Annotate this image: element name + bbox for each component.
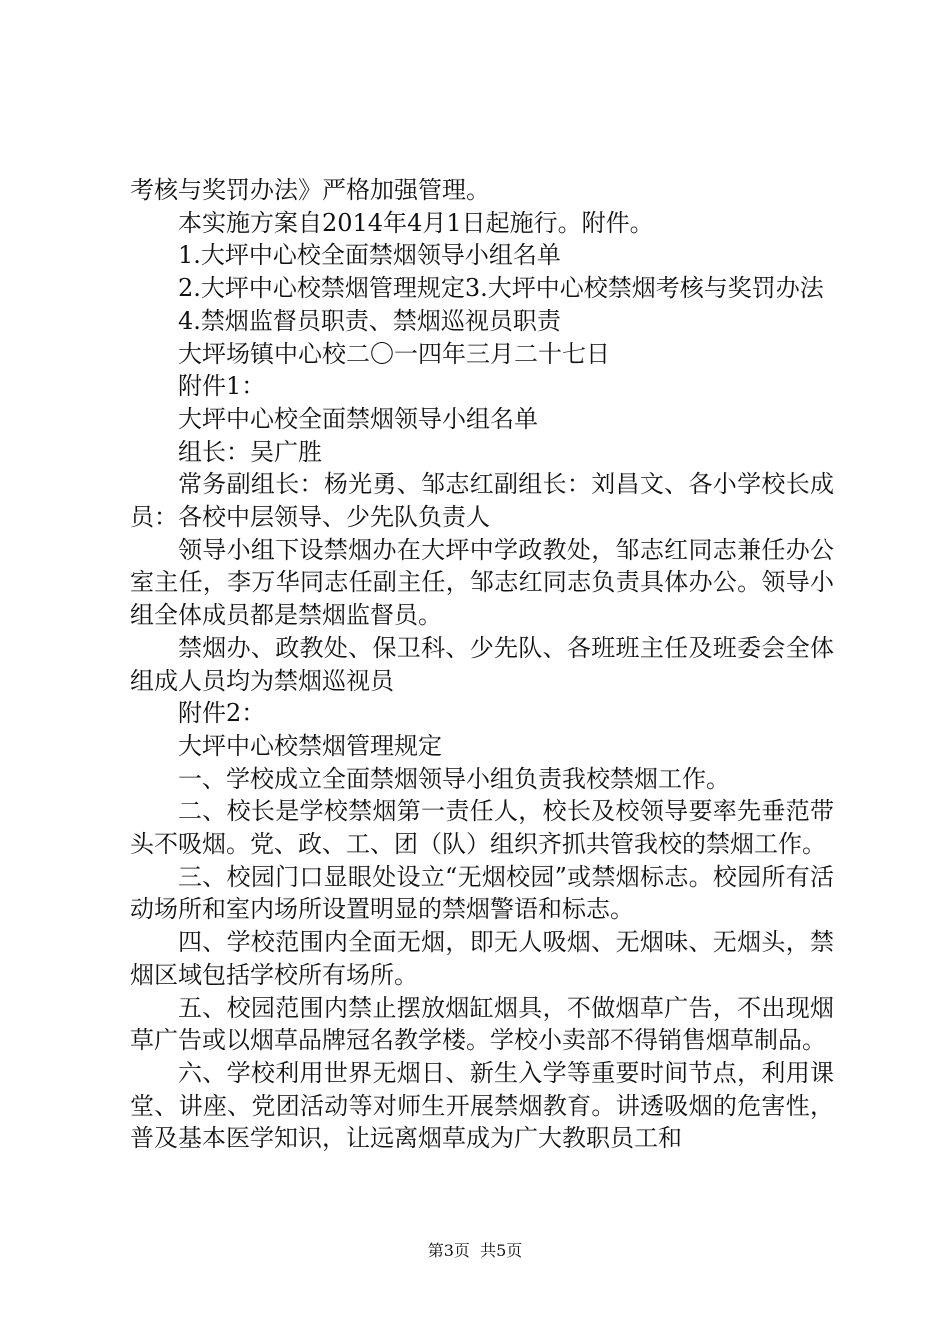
page-footer <box>0 1240 950 1262</box>
paragraph: 大坪中心校全面禁烟领导小组名单 <box>178 404 538 433</box>
page-total: 共5页 <box>480 1241 523 1260</box>
paragraph: 附件1： <box>178 372 266 401</box>
paragraph: 五、校园范围内禁止摆放烟缸烟具，不做烟草广告，不出现烟草广告或以烟草品牌冠名教学楼。学校小卖部不得销售烟草制品。 <box>130 993 834 1055</box>
paragraph: 4.禁烟监督员职责、禁烟巡视员职责 <box>178 306 561 335</box>
paragraph: 2.大坪中心校禁烟管理规定3.大坪中心校禁烟考核与奖罚办法 <box>178 274 824 303</box>
document-body <box>130 174 834 1155</box>
paragraph: 六、学校利用世界无烟日、新生入学等重要时间节点，利用课堂、讲座、党团活动等对师生开展禁烟教育。讲透吸烟的危害性，普及基本医学知识，让远离烟草成为广大教职员工和 <box>130 1058 834 1153</box>
paragraph: 1.大坪中心校全面禁烟领导小组名单 <box>178 241 561 270</box>
paragraph: 三、校园门口显眼处设立“无烟校园”或禁烟标志。校园所有活动场所和室内场所设置明显的禁烟警语和标志。 <box>130 862 834 924</box>
paragraph: 四、学校范围内全面无烟，即无人吸烟、无烟味、无烟头，禁烟区域包括学校所有场所。 <box>130 928 834 989</box>
paragraph: 大坪中心校禁烟管理规定 <box>178 731 442 760</box>
paragraph: 考核与奖罚办法》严格加强管理。 <box>130 176 490 204</box>
paragraph: 组长：吴广胜 <box>178 437 322 466</box>
paragraph: 一、学校成立全面禁烟领导小组负责我校禁烟工作。 <box>178 764 730 793</box>
paragraph: 大坪场镇中心校二〇一四年三月二十七日 <box>178 339 610 368</box>
paragraph: 附件2： <box>178 699 266 728</box>
paragraph: 本实施方案自2014年4月1日起施行。附件。 <box>178 208 654 237</box>
paragraph: 禁烟办、政教处、保卫科、少先队、各班班主任及班委会全体组成人员均为禁烟巡视员 <box>130 633 834 695</box>
paragraph: 常务副组长：杨光勇、邹志红副组长：刘昌文、各小学校长成员：各校中层领导、少先队负责人 <box>130 470 834 532</box>
paragraph: 领导小组下设禁烟办在大坪中学政教处，邹志红同志兼任办公室主任，李万华同志任副主任，邹志红同志负责具体办公。领导小组全体成员都是禁烟监督员。 <box>130 535 834 630</box>
paragraph: 二、校长是学校禁烟第一责任人，校长及校领导要率先垂范带头不吸烟。党、政、工、团（队）组织齐抓共管我校的禁烟工作。 <box>130 797 834 859</box>
page-number: 第3页 <box>427 1241 470 1260</box>
